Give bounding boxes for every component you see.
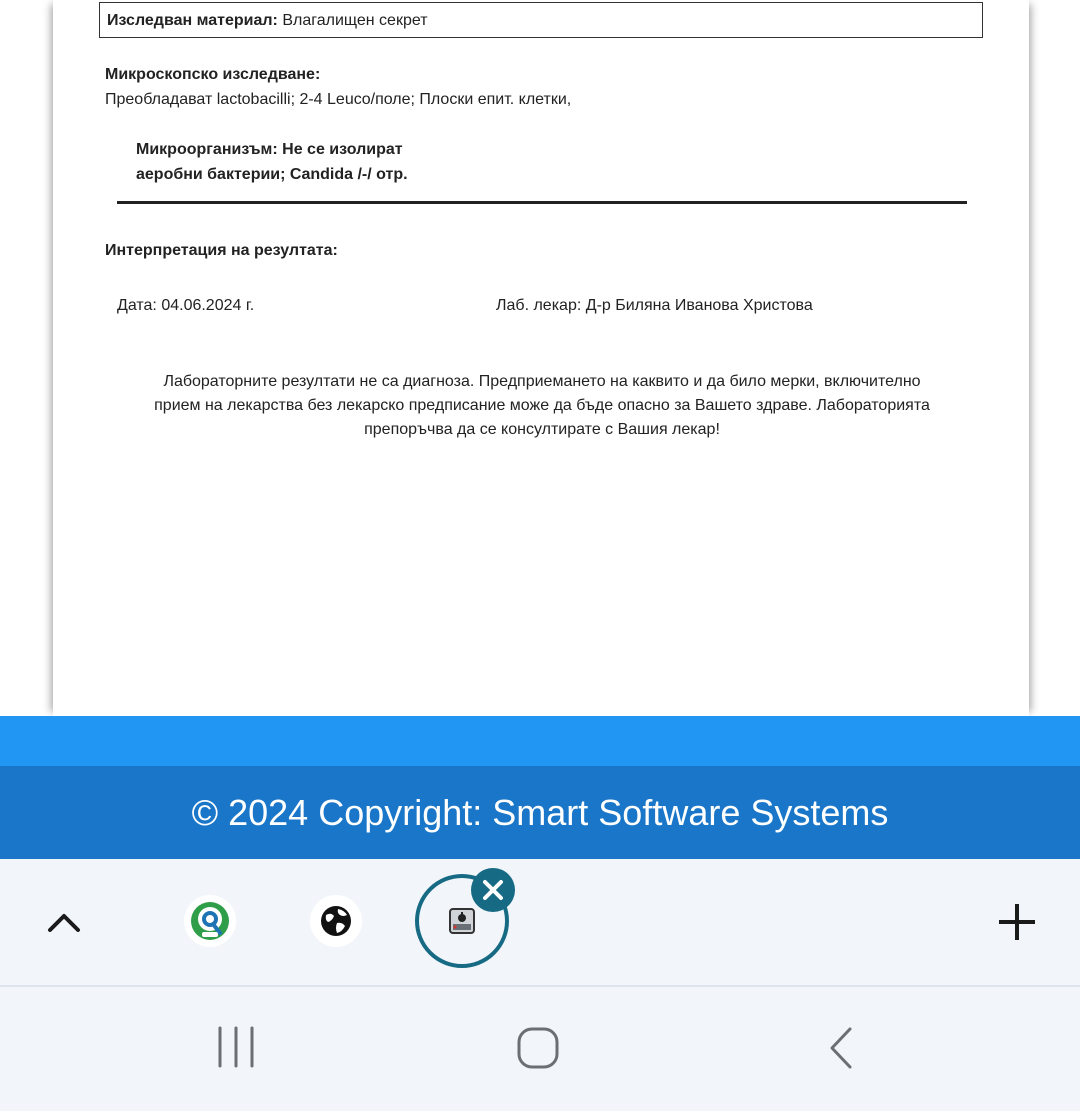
material-box: [99, 2, 983, 38]
disclaimer-line-3: препоръчва да се консултирате с Вашия лекар!: [364, 421, 720, 438]
disclaimer-line-1: Лабораторните резултати не са диагноза. Предприемането на каквито и да било мерки, включително: [163, 373, 921, 390]
disclaimer-line-2: прием на лекарства без лекарско предписание може да бъде опасно за Вашето здраве. Лабораторията: [154, 397, 930, 414]
organism-line-2: аеробни бактерии; Candida /-/ отр.: [136, 166, 408, 183]
material-value: Влагалищен секрет: [282, 12, 428, 29]
interpretation-title: Интерпретация на резултата:: [105, 242, 338, 259]
microscopy-text: Преобладават lactobacilli; 2-4 Leuco/поле; Плоски епит. клетки,: [105, 91, 572, 108]
globe-icon[interactable]: [310, 895, 362, 947]
lab-doctor: Лаб. лекар: Д-р Биляна Иванова Христова: [496, 297, 813, 314]
plus-icon[interactable]: [996, 901, 1038, 943]
recents-icon[interactable]: [214, 1026, 258, 1068]
footer-top-band: [0, 716, 1080, 766]
q-logo-icon[interactable]: [184, 895, 236, 947]
organism-line-1: Микроорганизъм: Не се изолират: [136, 141, 403, 158]
material-label: Изследван материал:: [107, 12, 278, 29]
disclaimer: [100, 370, 984, 442]
home-icon[interactable]: [515, 1025, 561, 1071]
microorganism-result: [136, 137, 456, 187]
browser-tab-bar: [0, 859, 1080, 985]
close-icon[interactable]: [471, 868, 515, 912]
back-icon[interactable]: [826, 1025, 856, 1071]
section-divider: [117, 201, 967, 204]
copyright-footer: © 2024 Copyright: Smart Software Systems: [0, 766, 1080, 859]
result-date: Дата: 04.06.2024 г.: [117, 297, 255, 314]
microscopy-title: Микроскопско изследване:: [105, 66, 321, 83]
chevron-up-icon[interactable]: [44, 905, 84, 939]
